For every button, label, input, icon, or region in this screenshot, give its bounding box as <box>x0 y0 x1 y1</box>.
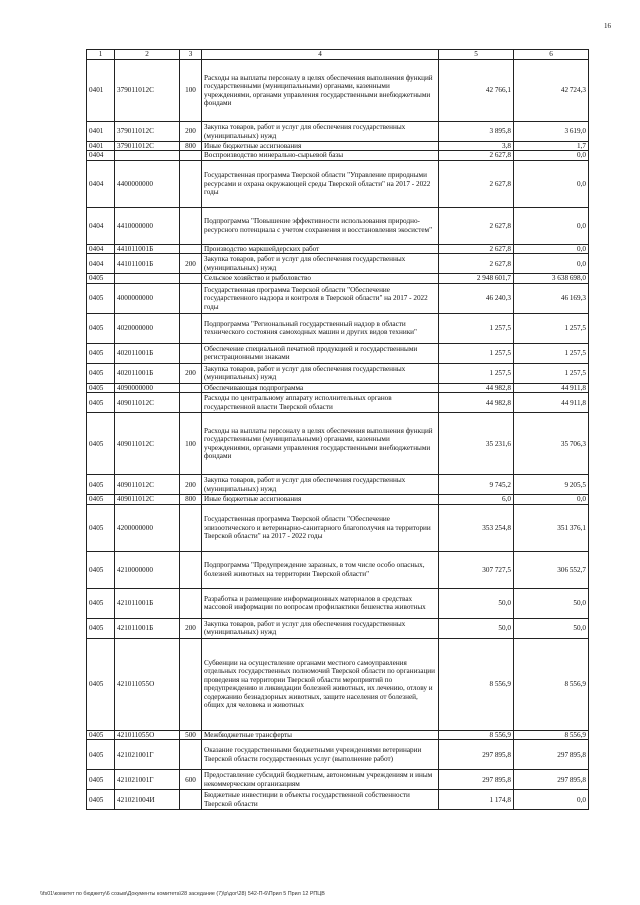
table-row <box>87 160 589 207</box>
section-code-cell: 0401 <box>87 122 115 142</box>
description-cell: Межбюджетные трансферты <box>202 730 439 739</box>
expense-type-cell: 600 <box>180 770 202 790</box>
header-col-3: 3 <box>180 50 202 60</box>
table-row <box>87 313 589 343</box>
amount-year1-cell: 46 240,3 <box>439 283 514 313</box>
amount-year2-cell: 44 911,8 <box>514 383 589 392</box>
target-article-cell: 421021004И <box>115 790 180 810</box>
table-row <box>87 495 589 504</box>
table-row <box>87 393 589 413</box>
target-article-cell: 409011012С <box>115 495 180 504</box>
expense-type-cell: 100 <box>180 60 202 122</box>
target-article-cell: 409011012С <box>115 393 180 413</box>
description-cell: Подпрограмма "Повышение эффективности использования природно-ресурсного потенциала с учетом сохранения и восстановления экосистем" <box>202 207 439 244</box>
amount-year2-cell: 0,0 <box>514 790 589 810</box>
expense-type-cell: 500 <box>180 730 202 739</box>
target-article-cell: 421011001Б <box>115 588 180 618</box>
target-article-cell: 4410000000 <box>115 207 180 244</box>
expense-type-cell: 200 <box>180 363 202 383</box>
amount-year1-cell: 1 257,5 <box>439 313 514 343</box>
target-article-cell <box>115 151 180 160</box>
amount-year1-cell: 297 895,8 <box>439 740 514 770</box>
expense-type-cell: 200 <box>180 122 202 142</box>
section-code-cell: 0405 <box>87 475 115 495</box>
description-cell: Государственная программа Тверской области "Управление природными ресурсами и охрана окружающей среды Тверской области" на 2017 - 2022 годы <box>202 160 439 207</box>
expense-type-cell <box>180 313 202 343</box>
description-cell: Иные бюджетные ассигнования <box>202 142 439 151</box>
amount-year1-cell: 42 766,1 <box>439 60 514 122</box>
table-row <box>87 151 589 160</box>
amount-year2-cell: 306 552,7 <box>514 551 589 588</box>
amount-year1-cell: 2 627,8 <box>439 244 514 253</box>
table-row <box>87 283 589 313</box>
description-cell: Закупка товаров, работ и услуг для обеспечения государственных (муниципальных) нужд <box>202 618 439 638</box>
amount-year2-cell: 297 895,8 <box>514 740 589 770</box>
section-code-cell: 0405 <box>87 383 115 392</box>
target-article-cell: 4020000000 <box>115 313 180 343</box>
description-cell: Производство маркшейдерских работ <box>202 244 439 253</box>
target-article-cell: 379011012С <box>115 122 180 142</box>
amount-year2-cell: 0,0 <box>514 495 589 504</box>
expense-type-cell <box>180 244 202 253</box>
table-row <box>87 254 589 274</box>
amount-year1-cell: 2 627,8 <box>439 160 514 207</box>
expense-type-cell <box>180 638 202 730</box>
section-code-cell: 0405 <box>87 618 115 638</box>
target-article-cell: 4090000000 <box>115 383 180 392</box>
expense-type-cell: 200 <box>180 475 202 495</box>
expense-type-cell: 800 <box>180 495 202 504</box>
table-row <box>87 363 589 383</box>
amount-year2-cell: 44 911,8 <box>514 393 589 413</box>
amount-year1-cell: 2 627,8 <box>439 207 514 244</box>
amount-year2-cell: 1 257,5 <box>514 313 589 343</box>
amount-year1-cell: 6,0 <box>439 495 514 504</box>
amount-year2-cell: 42 724,3 <box>514 60 589 122</box>
description-cell: Закупка товаров, работ и услуг для обеспечения государственных (муниципальных) нужд <box>202 122 439 142</box>
table-row <box>87 343 589 363</box>
expense-type-cell <box>180 207 202 244</box>
section-code-cell: 0405 <box>87 363 115 383</box>
header-col-1: 1 <box>87 50 115 60</box>
expense-type-cell <box>180 790 202 810</box>
amount-year2-cell: 0,0 <box>514 207 589 244</box>
page-number: 16 <box>604 22 611 30</box>
header-col-6: 6 <box>514 50 589 60</box>
table-row <box>87 790 589 810</box>
section-code-cell: 0405 <box>87 740 115 770</box>
amount-year2-cell: 46 169,3 <box>514 283 589 313</box>
expense-type-cell <box>180 343 202 363</box>
amount-year2-cell: 3 619,0 <box>514 122 589 142</box>
section-code-cell: 0405 <box>87 588 115 618</box>
amount-year2-cell: 50,0 <box>514 618 589 638</box>
target-article-cell: 4210000000 <box>115 551 180 588</box>
expense-type-cell <box>180 160 202 207</box>
target-article-cell: 379011012С <box>115 60 180 122</box>
amount-year1-cell: 2 948 601,7 <box>439 274 514 283</box>
section-code-cell: 0401 <box>87 60 115 122</box>
amount-year1-cell: 3 895,8 <box>439 122 514 142</box>
target-article-cell: 4000000000 <box>115 283 180 313</box>
section-code-cell: 0405 <box>87 495 115 504</box>
amount-year2-cell: 8 556,9 <box>514 638 589 730</box>
amount-year1-cell: 50,0 <box>439 588 514 618</box>
amount-year1-cell: 297 895,8 <box>439 770 514 790</box>
target-article-cell: 4200000000 <box>115 504 180 551</box>
amount-year2-cell: 9 205,5 <box>514 475 589 495</box>
target-article-cell: 421021001Г <box>115 740 180 770</box>
target-article-cell: 421021001Г <box>115 770 180 790</box>
table-row <box>87 504 589 551</box>
description-cell: Предоставление субсидий бюджетным, автономным учреждениям и иным некоммерческим организациям <box>202 770 439 790</box>
target-article-cell: 379011012С <box>115 142 180 151</box>
amount-year1-cell: 9 745,2 <box>439 475 514 495</box>
section-code-cell: 0405 <box>87 551 115 588</box>
amount-year2-cell: 35 706,3 <box>514 413 589 475</box>
amount-year1-cell: 35 231,6 <box>439 413 514 475</box>
table-row <box>87 638 589 730</box>
expense-type-cell <box>180 740 202 770</box>
section-code-cell: 0404 <box>87 151 115 160</box>
target-article-cell: 4400000000 <box>115 160 180 207</box>
table-body <box>87 60 589 810</box>
description-cell: Закупка товаров, работ и услуг для обеспечения государственных (муниципальных) нужд <box>202 475 439 495</box>
expense-type-cell <box>180 393 202 413</box>
target-article-cell: 421011055О <box>115 730 180 739</box>
expense-type-cell <box>180 551 202 588</box>
target-article-cell: 402011001Б <box>115 363 180 383</box>
amount-year2-cell: 0,0 <box>514 160 589 207</box>
amount-year2-cell: 0,0 <box>514 244 589 253</box>
target-article-cell: 409011012С <box>115 413 180 475</box>
description-cell: Оказание государственными бюджетными учреждениями ветеринарии Тверской области государственных услуг (выполнение работ) <box>202 740 439 770</box>
target-article-cell <box>115 274 180 283</box>
section-code-cell: 0405 <box>87 343 115 363</box>
amount-year1-cell: 1 257,5 <box>439 343 514 363</box>
section-code-cell: 0405 <box>87 770 115 790</box>
description-cell: Подпрограмма "Предупреждение заразных, в том числе особо опасных, болезней животных на территории Тверской области" <box>202 551 439 588</box>
table-row <box>87 244 589 253</box>
section-code-cell: 0405 <box>87 504 115 551</box>
file-path-footer: \\fs01\комитет по бюджету\6 созыв\Документы комитета\28 заседание (7)\р\дог\28) 542-П-6\Прил 5 Прил 12 РПЦВ <box>40 891 325 897</box>
header-col-5: 5 <box>439 50 514 60</box>
table-row <box>87 740 589 770</box>
amount-year2-cell: 1,7 <box>514 142 589 151</box>
header-col-2: 2 <box>115 50 180 60</box>
table-row <box>87 60 589 122</box>
description-cell: Государственная программа Тверской области "Обеспечение государственного надзора и контроля в Тверской области" на 2017 - 2022 годы <box>202 283 439 313</box>
amount-year2-cell: 50,0 <box>514 588 589 618</box>
amount-year1-cell: 44 982,8 <box>439 393 514 413</box>
table-row <box>87 770 589 790</box>
expense-type-cell: 100 <box>180 413 202 475</box>
section-code-cell: 0405 <box>87 790 115 810</box>
section-code-cell: 0405 <box>87 730 115 739</box>
table-header-row <box>87 50 589 60</box>
description-cell: Закупка товаров, работ и услуг для обеспечения государственных (муниципальных) нужд <box>202 254 439 274</box>
target-article-cell: 421011001Б <box>115 618 180 638</box>
description-cell: Расходы на выплаты персоналу в целях обеспечения выполнения функций государственными (муниципальными) органами, казенными учреждениями, органами управления государственными внебюджетными фондами <box>202 413 439 475</box>
amount-year2-cell: 297 895,8 <box>514 770 589 790</box>
expense-type-cell <box>180 151 202 160</box>
target-article-cell: 402011001Б <box>115 343 180 363</box>
amount-year1-cell: 44 982,8 <box>439 383 514 392</box>
section-code-cell: 0404 <box>87 207 115 244</box>
section-code-cell: 0401 <box>87 142 115 151</box>
amount-year1-cell: 3,8 <box>439 142 514 151</box>
table-row <box>87 122 589 142</box>
section-code-cell: 0405 <box>87 283 115 313</box>
amount-year1-cell: 8 556,9 <box>439 638 514 730</box>
description-cell: Иные бюджетные ассигнования <box>202 495 439 504</box>
table-row <box>87 730 589 739</box>
budget-table <box>86 49 589 810</box>
section-code-cell: 0404 <box>87 160 115 207</box>
amount-year1-cell: 1 174,8 <box>439 790 514 810</box>
expense-type-cell: 200 <box>180 618 202 638</box>
description-cell: Воспроизводство минерально-сырьевой базы <box>202 151 439 160</box>
section-code-cell: 0404 <box>87 254 115 274</box>
description-cell: Субвенции на осуществление органами местного самоуправления отдельных государственных полномочий Тверской области по организации проведения на территории Тверской области мероприятий по предупреждению и ликвидации болезней животных, их лечению, отлову и содержанию безнадзорных животных, защите населения от болезней, общих для человека и животных <box>202 638 439 730</box>
amount-year2-cell: 1 257,5 <box>514 343 589 363</box>
description-cell: Обеспечивающая подпрограмма <box>202 383 439 392</box>
expense-type-cell: 800 <box>180 142 202 151</box>
description-cell: Закупка товаров, работ и услуг для обеспечения государственных (муниципальных) нужд <box>202 363 439 383</box>
table-row <box>87 475 589 495</box>
expense-type-cell: 200 <box>180 254 202 274</box>
section-code-cell: 0405 <box>87 638 115 730</box>
amount-year2-cell: 3 638 698,0 <box>514 274 589 283</box>
description-cell: Бюджетные инвестиции в объекты государственной собственности Тверской области <box>202 790 439 810</box>
description-cell: Обеспечение специальной печатной продукцией и государственными регистрационными знаками <box>202 343 439 363</box>
amount-year1-cell: 307 727,5 <box>439 551 514 588</box>
amount-year1-cell: 50,0 <box>439 618 514 638</box>
description-cell: Расходы по центральному аппарату исполнительных органов государственной власти Тверской области <box>202 393 439 413</box>
table-row <box>87 383 589 392</box>
amount-year2-cell: 0,0 <box>514 254 589 274</box>
amount-year2-cell: 0,0 <box>514 151 589 160</box>
header-col-4: 4 <box>202 50 439 60</box>
description-cell: Государственная программа Тверской области "Обеспечение эпизоотического и ветеринарно-санитарного благополучия на территории Тверской области" на 2017 - 2022 годы <box>202 504 439 551</box>
section-code-cell: 0405 <box>87 393 115 413</box>
expense-type-cell <box>180 283 202 313</box>
description-cell: Сельское хозяйство и рыболовство <box>202 274 439 283</box>
table-row <box>87 551 589 588</box>
table-row <box>87 588 589 618</box>
amount-year1-cell: 2 627,8 <box>439 254 514 274</box>
expense-type-cell <box>180 383 202 392</box>
table-row <box>87 274 589 283</box>
table-row <box>87 142 589 151</box>
amount-year2-cell: 1 257,5 <box>514 363 589 383</box>
description-cell: Разработка и размещение информационных материалов в средствах массовой информации по вопросам профилактики бешенства животных <box>202 588 439 618</box>
target-article-cell: 421011055О <box>115 638 180 730</box>
section-code-cell: 0405 <box>87 274 115 283</box>
target-article-cell: 441011001Б <box>115 244 180 253</box>
section-code-cell: 0404 <box>87 244 115 253</box>
table-row <box>87 207 589 244</box>
amount-year2-cell: 8 556,9 <box>514 730 589 739</box>
section-code-cell: 0405 <box>87 313 115 343</box>
table-row <box>87 618 589 638</box>
description-cell: Расходы на выплаты персоналу в целях обеспечения выполнения функций государственными (муниципальными) органами, казенными учреждениями, органами управления государственными внебюджетными фондами <box>202 60 439 122</box>
target-article-cell: 441011001Б <box>115 254 180 274</box>
target-article-cell: 409011012С <box>115 475 180 495</box>
amount-year1-cell: 2 627,8 <box>439 151 514 160</box>
amount-year1-cell: 1 257,5 <box>439 363 514 383</box>
amount-year1-cell: 8 556,9 <box>439 730 514 739</box>
expense-type-cell <box>180 504 202 551</box>
expense-type-cell <box>180 588 202 618</box>
amount-year2-cell: 351 376,1 <box>514 504 589 551</box>
amount-year1-cell: 353 254,8 <box>439 504 514 551</box>
table-row <box>87 413 589 475</box>
description-cell: Подпрограмма "Региональный государственный надзор в области технического состояния самоходных машин и других видов техники" <box>202 313 439 343</box>
section-code-cell: 0405 <box>87 413 115 475</box>
expense-type-cell <box>180 274 202 283</box>
